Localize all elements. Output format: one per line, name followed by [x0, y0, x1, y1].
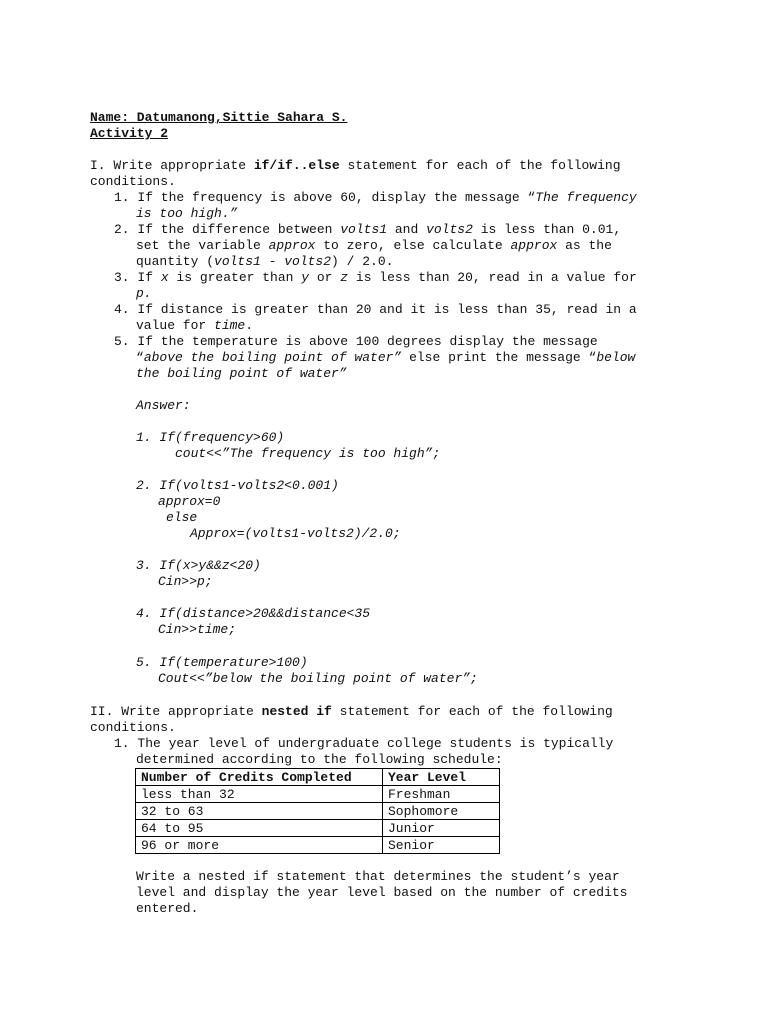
answer-5-body: Cout<<”below the boiling point of water”;	[158, 671, 478, 686]
answer-1: 1. If(frequency>60)	[136, 430, 285, 445]
student-name: Name: Datumanong,Sittie Sahara S.	[90, 110, 348, 125]
answer-4-body: Cin>>time;	[158, 622, 237, 637]
answer-2-else: else	[166, 510, 198, 525]
condition-3-tail: is less than 20, read in a value for	[348, 270, 637, 285]
table-cell-year: Senior	[383, 837, 500, 854]
condition-3-cont: p.	[136, 286, 152, 301]
condition-2-div: ) / 2.0.	[331, 254, 394, 269]
condition-1-cont: is too high.”	[136, 206, 238, 221]
part2-instruction-cont: conditions.	[90, 720, 176, 735]
table-row	[136, 786, 500, 803]
answer-5: 5. If(temperature>100)	[136, 655, 308, 670]
var-approx-2: approx	[510, 238, 558, 253]
condition-3-gt: is greater than	[168, 270, 302, 285]
part1-rest: statement for each of the following	[339, 158, 621, 173]
table-cell-credits: 32 to 63	[136, 803, 383, 820]
table-row	[136, 820, 500, 837]
year-level-table	[135, 768, 500, 854]
table-cell-year: Junior	[383, 820, 500, 837]
table-row	[136, 837, 500, 854]
answer-label: Answer:	[136, 398, 191, 413]
condition-2-set: set the variable	[136, 238, 269, 253]
var-approx: approx	[268, 238, 316, 253]
var-y: y	[301, 270, 310, 285]
part2-task-line3: entered.	[136, 901, 199, 916]
condition-5-else: else print the message “	[401, 350, 597, 365]
condition-2-and: and	[387, 222, 427, 237]
condition-3-if: 3. If	[114, 270, 161, 285]
condition-2-line3	[136, 254, 393, 270]
table-header-credits: Number of Credits Completed	[136, 769, 383, 786]
condition-2-tail: is less than 0.01,	[472, 222, 622, 237]
part2-numeral: II. Write appropriate	[90, 704, 262, 719]
table-cell-credits: 64 to 95	[136, 820, 383, 837]
activity-title: Activity 2	[90, 126, 169, 141]
message-above: above the boiling point of water”	[143, 350, 402, 365]
condition-1-text: 1. If the frequency is above 60, display the message “	[114, 190, 536, 205]
condition-1	[114, 190, 637, 206]
condition-4-cont	[136, 318, 253, 334]
condition-2-expr: volts1 - volts2	[214, 254, 332, 269]
condition-4-value: value for	[136, 318, 215, 333]
table-cell-year: Sophomore	[383, 803, 500, 820]
condition-3	[114, 270, 637, 286]
table-header-year: Year Level	[383, 769, 500, 786]
table-row	[136, 803, 500, 820]
part1-keyword: if/if..else	[253, 158, 340, 173]
var-time: time	[214, 318, 246, 333]
part1-instruction	[90, 158, 621, 174]
condition-4: 4. If distance is greater than 20 and it is less than 35, read in a	[114, 302, 637, 317]
var-volts1: volts1	[340, 222, 388, 237]
table-cell-credits: less than 32	[136, 786, 383, 803]
answer-3: 3. If(x>y&&z<20)	[136, 558, 261, 573]
condition-2	[114, 222, 621, 238]
condition-3-or: or	[309, 270, 341, 285]
message-below: below	[596, 350, 636, 365]
answer-1-body: cout<<”The frequency is too high”;	[175, 446, 441, 461]
part2-rest: statement for each of the following	[331, 704, 613, 719]
part2-task-line2: level and display the year level based on the number of credits	[136, 885, 628, 900]
answer-2-else-body: Approx=(volts1-volts2)/2.0;	[190, 526, 401, 541]
condition-2-text: 2. If the difference between	[114, 222, 341, 237]
condition-2-else: to zero, else calculate	[315, 238, 511, 253]
answer-3-body: Cin>>p;	[158, 574, 213, 589]
condition-2-quantity: quantity (	[136, 254, 215, 269]
var-z: z	[340, 270, 349, 285]
table-cell-credits: 96 or more	[136, 837, 383, 854]
part2-task-line1: Write a nested if statement that determines the student’s year	[136, 869, 620, 884]
condition-5: 5. If the temperature is above 100 degrees display the message	[114, 334, 598, 349]
condition-1-message: The frequency	[535, 190, 637, 205]
condition-2-as: as the	[557, 238, 612, 253]
part2-item-1: 1. The year level of undergraduate college students is typically	[114, 736, 614, 751]
part2-item-1-cont: determined according to the following schedule:	[136, 752, 503, 767]
part2-keyword: nested if	[261, 704, 332, 719]
answer-2-body: approx=0	[158, 494, 221, 509]
condition-5-line3: the boiling point of water”	[136, 366, 347, 381]
part1-numeral: I. Write appropriate	[90, 158, 254, 173]
var-volts2: volts2	[426, 222, 473, 237]
var-x: x	[160, 270, 169, 285]
table-cell-year: Freshman	[383, 786, 500, 803]
answer-2: 2. If(volts1-volts2<0.001)	[136, 478, 339, 493]
condition-2-line2	[136, 238, 612, 254]
part2-instruction	[90, 704, 613, 720]
table-header-row	[136, 769, 500, 786]
condition-4-period: .	[245, 318, 254, 333]
part1-instruction-cont: conditions.	[90, 174, 176, 189]
open-quote: “	[136, 350, 144, 365]
answer-4: 4. If(distance>20&&distance<35	[136, 606, 371, 621]
condition-5-line2	[136, 350, 635, 366]
